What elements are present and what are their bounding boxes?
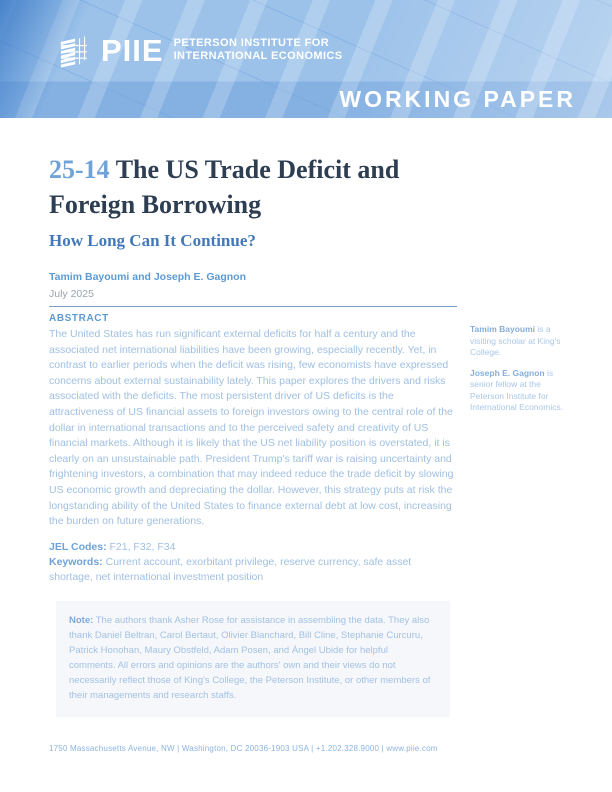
piie-wordmark: PIIE (101, 32, 164, 68)
jel-codes-label: JEL Codes: (49, 541, 107, 553)
author-bio-text: is a visiting scholar at King's College. (470, 324, 561, 357)
note-body: The authors thank Asher Rose for assistance in assembling the data. They also thank Daniel Beltran, Carol Bertaut, Olivier Blanchard, Bill Cline, Stephanie Curcuru, Patrick Honohan, Maury Obstfeld, Adam Posen, and Ángel Ubide for helpful comments. All errors and opinions are the authors' own and their views do not necessarily reflect those of King's College, the Peterson Institute, or other members of their managements and research staffs. (69, 615, 431, 701)
jel-codes-values: F21, F32, F34 (106, 541, 176, 553)
keywords-line (49, 555, 454, 585)
piie-building-icon (55, 27, 92, 73)
acknowledgements-note-box (56, 601, 450, 717)
author-bio (470, 324, 572, 359)
paper-title-text: The US Trade Deficit and Foreign Borrowing (49, 155, 400, 219)
author-bio-name: Tamim Bayoumi (470, 324, 536, 334)
org-name-line1: PETERSON INSTITUTE FOR (173, 36, 330, 49)
footer-contact-line: 1750 Massachusetts Avenue, NW | Washington, DC 20036-1903 USA | +1.202.328.9000 | www.piie.com (49, 744, 438, 753)
abstract-heading: ABSTRACT (49, 313, 109, 324)
paper-date: July 2025 (49, 288, 94, 300)
piie-logo (55, 27, 343, 73)
org-name-line2: INTERNATIONAL ECONOMICS (173, 50, 343, 62)
author-bios-sidebar (470, 324, 572, 423)
abstract-body: The United States has run significant external deficits for half a century and the associated net international liabilities have been growing, especially recently. Yet, in contrast to earlier periods when the deficit was rising, few economists have expressed concerns about external sustainability lately. This paper explores the drivers and risks associated with the deficits. The most persistent driver of US deficits is the attractiveness of US financial assets to foreign investors owing to the central role of the dollar in international transactions and to the perceived safety and creativity of US financial markets. Although it is likely that the US net liability position is overstated, it is clearly on an unsustainable path. President Trump's tariff war is raising uncertainty and frightening investors, a combination that may indeed reduce the trade deficit by slowing US economic growth and depreciating the dollar. However, this strategy puts at risk the longstanding ability of the United States to finance external debt at low cost, increasing the burden on future generations. (49, 328, 454, 528)
header-banner (0, 0, 612, 118)
paper-authors: Tamim Bayoumi and Joseph E. Gagnon (49, 271, 247, 283)
jel-codes-line (49, 540, 454, 555)
codes-section (49, 540, 454, 586)
note-label: Note: (69, 615, 94, 626)
author-bio-text: is senior fellow at the Peterson Institute for International Economics. (470, 367, 564, 412)
abstract-divider-rule (49, 306, 457, 307)
author-bio-name: Joseph E. Gagnon (470, 367, 545, 378)
title-block (49, 152, 479, 300)
keywords-values: Current account, exorbitant privilege, reserve currency, safe asset shortage, net international investment position (49, 556, 412, 584)
author-bio (470, 368, 572, 414)
paper-title (49, 152, 479, 222)
keywords-label: Keywords: (49, 556, 103, 569)
paper-subtitle: How Long Can It Continue? (49, 231, 256, 250)
abstract-section (49, 313, 454, 530)
working-paper-banner-title: WORKING PAPER (339, 86, 576, 112)
paper-number: 25-14 (49, 155, 110, 184)
org-name (174, 37, 343, 64)
